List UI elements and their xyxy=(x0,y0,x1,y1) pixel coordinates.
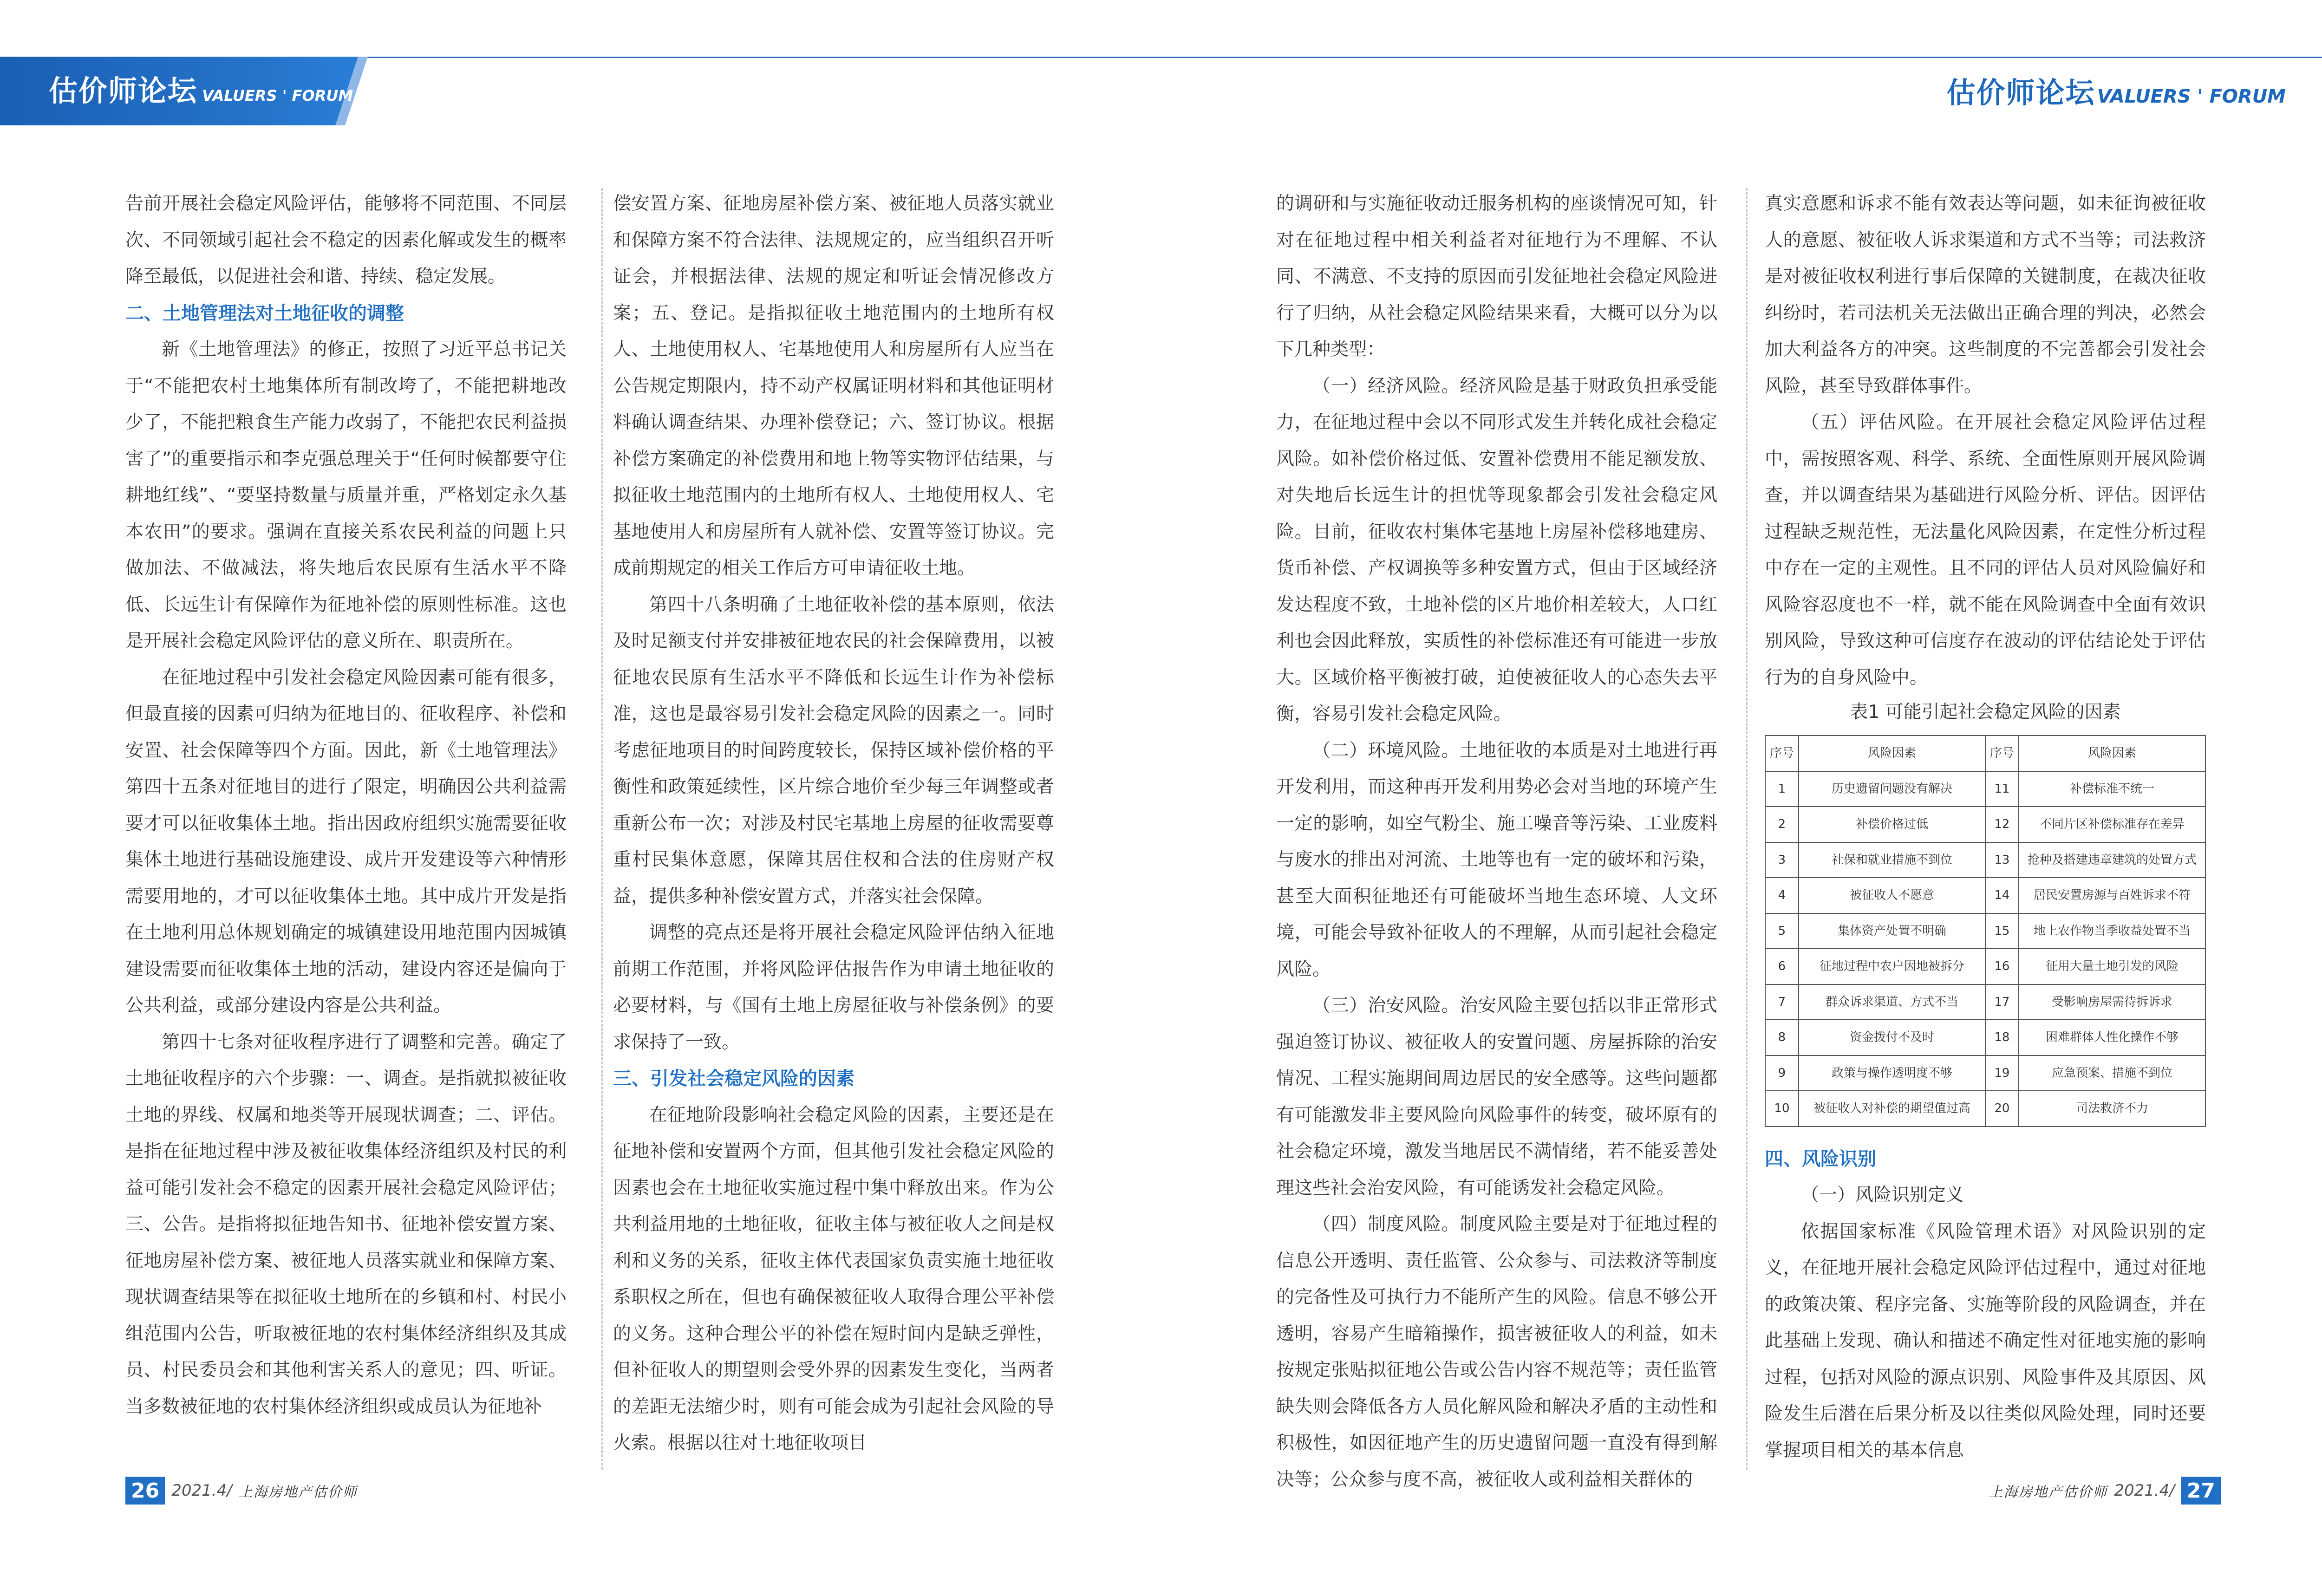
column-divider xyxy=(1746,188,1748,1470)
table-cell: 8 xyxy=(1765,1020,1799,1055)
table-cell: 16 xyxy=(1985,949,2019,984)
column-divider xyxy=(601,188,603,1470)
table-row xyxy=(1765,1020,2205,1055)
footer-right xyxy=(1989,1476,2221,1505)
section-heading: 二、土地管理法对土地征收的调整 xyxy=(125,302,404,324)
paragraph: 真实意愿和诉求不能有效表达等问题，如未征询被征收人的意愿、被征收人诉求渠道和方式不当等；司法救济是对被征收权利进行事后保障的关键制度，在裁决征收纠纷时，若司法机关无法做出正确合理的判决，必然会加大利益各方的冲突。这些制度的不完善都会引发社会风险，甚至导致群体事件。 xyxy=(1765,193,2206,397)
table-cell: 9 xyxy=(1765,1055,1799,1091)
table-cell: 集体资产处置不明确 xyxy=(1799,913,1985,949)
table-cell: 地上农作物当季收益处置不当 xyxy=(2019,913,2205,949)
paragraph: 新《土地管理法》的修正，按照了习近平总书记关于“不能把农村土地集体所有制改垮了，不能把耕地改少了，不能把粮食生产能力改弱了，不能把农民利益损害了”的重要指示和李克强总理关于“任何时候都要守住耕地红线”、“要坚持数量与质量并重，严格划定永久基本农田”的要求。强调在直接关系农民利益的问题上只做加法、不做减法，将失地后农民原有生活水平不降低、长远生计有保障作为征地补偿的原则性标准。这也是开展社会稳定风险评估的意义所在、职责所在。 xyxy=(125,339,567,651)
magazine-brand: 上海房地产估价师 xyxy=(238,1484,358,1500)
table-cell: 抢种及搭建违章建筑的处置方式 xyxy=(2019,842,2205,878)
table-cell: 17 xyxy=(1985,984,2019,1020)
table-cell: 5 xyxy=(1765,913,1799,949)
table-cell: 不同片区补偿标准存在差异 xyxy=(2019,807,2205,842)
table-cell: 困难群体人性化操作不够 xyxy=(2019,1020,2205,1055)
paragraph: 偿安置方案、征地房屋补偿方案、被征地人员落实就业和保障方案不符合法律、法规规定的，应当组织召开听证会，并根据法律、法规的规定和听证会情况修改方案；五、登记。是指拟征收土地范围内的土地所有权人、土地使用权人、宅基地使用人和房屋所有人应当在公告规定期限内，持不动产权属证明材料和其他证明材料确认调查结果、办理补偿登记；六、签订协议。根据补偿方案确定的补偿费用和地上物等实物评估结果，与拟征收土地范围内的土地所有权人、土地使用权人、宅基地使用人和房屋所有人就补偿、安置等签订协议。完成前期规定的相关工作后方可申请征收土地。 xyxy=(613,193,1054,579)
paragraph: （一）经济风险。经济风险是基于财政负担承受能力，在征地过程中会以不同形式发生并转化成社会稳定风险。如补偿价格过低、安置补偿费用不能足额发放、对失地后长远生计的担忧等现象都会引发社会稳定风险。目前，征收农村集体宅基地上房屋补偿移地建房、货币补偿、产权调换等多种安置方式，但由于区域经济发达程度不致，土地补偿的区片地价相差较大，人口红利也会因此释放，实质性的补偿标准还有可能进一步放大。区域价格平衡被打破，迫使被征收人的心态失去平衡，容易引发社会稳定风险。 xyxy=(1276,375,1717,724)
paragraph: 调整的亮点还是将开展社会稳定风险评估纳入征地前期工作范围，并将风险评估报告作为申请土地征收的必要材料，与《国有土地上房屋征收与补偿条例》的要求保持了一致。 xyxy=(613,922,1054,1053)
paragraph: 第四十八条明确了土地征收补偿的基本原则，依法及时足额支付并安排被征地农民的社会保障费用，以被征地农民原有生活水平不降低和长远生计作为补偿标准，这也是最容易引发社会稳定风险的因素之一。同时考虑征地项目的时间跨度较长，保持区域补偿价格的平衡性和政策延续性，区片综合地价至少每三年调整或者重新公布一次；对涉及村民宅基地上房屋的征收需要尊重村民集体意愿，保障其居住权和合法的住房财产权益，提供多种补偿安置方式，并落实社会保障。 xyxy=(613,594,1054,907)
table-cell: 18 xyxy=(1985,1020,2019,1055)
header-title-left-en: VALUERS ' FORUM xyxy=(202,87,353,104)
table-row xyxy=(1765,771,2205,807)
table-cell: 1 xyxy=(1765,771,1799,807)
paragraph: （四）制度风险。制度风险主要是对于征地过程的信息公开透明、责任监管、公众参与、司法救济等制度的完备性及可执行力不能所产生的风险。信息不够公开透明，容易产生暗箱操作，损害被征收人的利益，如未按规定张贴拟征地公告或公告内容不规范等；责任监管缺失则会降低各方人员化解风险和解决矛盾的主动性和积极性，如因征地产生的历史遗留问题一直没有得到解决等；公众参与度不高，被征收人或利益相关群体的 xyxy=(1276,1214,1717,1490)
issue-label: 2021.4/ xyxy=(2114,1481,2175,1500)
column-3 xyxy=(1276,186,1717,1490)
table-row xyxy=(1765,878,2205,913)
table-header-row xyxy=(1765,736,2205,771)
table-cell: 被征收人不愿意 xyxy=(1799,878,1985,913)
table-cell: 征地过程中农户因地被拆分 xyxy=(1799,949,1985,984)
table-row xyxy=(1765,984,2205,1020)
column-1 xyxy=(125,186,567,1472)
paragraph: 在征地过程中引发社会稳定风险因素可能有很多，但最直接的因素可归纳为征地目的、征收程序、补偿和安置、社会保障等四个方面。因此，新《土地管理法》第四十五条对征地目的进行了限定，明确因公共利益需要才可以征收集体土地。指出因政府组织实施需要征收集体土地进行基础设施建设、成片开发建设等六种情形需要用地的，才可以征收集体土地。其中成片开发是指在土地利用总体规划确定的城镇建设用地范围内因城镇建设需要而征收集体土地的活动，建设内容还是偏向于公共利益，或部分建设内容是公共利益。 xyxy=(125,667,567,1016)
table-caption: 表1 可能引起社会稳定风险的因素 xyxy=(1850,702,2121,723)
section-heading: 四、风险识别 xyxy=(1765,1148,1876,1170)
table-cell: 征用大量土地引发的风险 xyxy=(2019,949,2205,984)
table-header-cell: 序号 xyxy=(1765,736,1799,771)
table-cell: 补偿价格过低 xyxy=(1799,807,1985,842)
column-2 xyxy=(613,186,1054,1472)
table-cell: 14 xyxy=(1985,878,2019,913)
footer-left xyxy=(125,1476,358,1505)
table-cell: 司法救济不力 xyxy=(2019,1091,2205,1127)
section-heading: 三、引发社会稳定风险的因素 xyxy=(613,1068,854,1089)
header-title-left xyxy=(49,68,353,114)
table-header-cell: 序号 xyxy=(1985,736,2019,771)
column-4 xyxy=(1765,186,2206,1472)
table-header-cell: 风险因素 xyxy=(2019,736,2205,771)
table-cell: 12 xyxy=(1985,807,2019,842)
table-cell: 15 xyxy=(1985,913,2019,949)
paragraph: 在征地阶段影响社会稳定风险的因素，主要还是在征地补偿和安置两个方面，但其他引发社会稳定风险的因素也会在土地征收实施过程中集中释放出来。作为公共利益用地的土地征收，征收主体与被征收人之间是权利和义务的关系，征收主体代表国家负责实施土地征收系职权之所在，但也有确保被征收人取得合理公平补偿的义务。这种合理公平的补偿在短时间内是缺乏弹性，但补征收人的期望则会受外界的因素发生变化，当两者的差距无法缩少时，则有可能会成为引起社会风险的导火索。根据以往对土地征收项目 xyxy=(613,1104,1054,1453)
table-cell: 4 xyxy=(1765,878,1799,913)
table-cell: 11 xyxy=(1985,771,2019,807)
header-title-right-en: VALUERS ' FORUM xyxy=(2097,86,2286,107)
table-cell: 2 xyxy=(1765,807,1799,842)
table-row xyxy=(1765,1055,2205,1091)
paragraph: 的调研和与实施征收动迁服务机构的座谈情况可知，针对在征地过程中相关利益者对征地行为不理解、不认同、不满意、不支持的原因而引发征地社会稳定风险进行了归纳，从社会稳定风险结果来看，大概可以分为以下几种类型： xyxy=(1276,193,1717,360)
table-cell: 群众诉求渠道、方式不当 xyxy=(1799,984,1985,1020)
table-row xyxy=(1765,1091,2205,1127)
table-cell: 6 xyxy=(1765,949,1799,984)
paragraph: 依据国家标准《风险管理术语》对风险识别的定义，在征地开展社会稳定风险评估过程中，通过对征地的政策决策、程序完备、实施等阶段的风险调查，并在此基础上发现、确认和描述不确定性对征地实施的影响过程，包括对风险的源点识别、风险事件及其原因、风险发生后潜在后果分析及以往类似风险处理，同时还要掌握项目相关的基本信息 xyxy=(1765,1221,2206,1461)
sub-heading: （一）风险识别定义 xyxy=(1801,1185,1964,1205)
paragraph: 第四十七条对征收程序进行了调整和完善。确定了土地征收程序的六个步骤：一、调查。是指就拟被征收土地的界线、权属和地类等开展现状调查；二、评估。是指在征地过程中涉及被征收集体经济组织及村民的利益可能引发社会不稳定的因素开展社会稳定风险评估；三、公告。是指将拟征地告知书、征地补偿安置方案、征地房屋补偿方案、被征地人员落实就业和保障方案、现状调查结果等在拟征收土地所在的乡镇和村、村民小组范围内公告，听取被征地的农村集体经济组织及其成员、村民委员会和其他利害关系人的意见；四、听证。当多数被征地的农村集体经济组织或成员认为征地补 xyxy=(125,1031,567,1417)
table-header-cell: 风险因素 xyxy=(1799,736,1985,771)
paragraph: 告前开展社会稳定风险评估，能够将不同范围、不同层次、不同领域引起社会不稳定的因素化解或发生的概率降至最低，以促进社会和谐、持续、稳定发展。 xyxy=(125,193,567,287)
header-title-left-cn: 估价师论坛 xyxy=(49,74,198,108)
table-cell: 10 xyxy=(1765,1091,1799,1127)
paragraph: （二）环境风险。土地征收的本质是对土地进行再开发利用，而这种再开发利用势必会对当地的环境产生一定的影响，如空气粉尘、施工噪音等污染、工业废料与废水的排出对河流、土地等也有一定的破坏和污染，甚至大面积征地还有可能破坏当地生态环境、人文环境，可能会导致补征收人的不理解，从而引起社会稳定风险。 xyxy=(1276,740,1717,980)
table-cell: 资金拨付不及时 xyxy=(1799,1020,1985,1055)
paragraph: （五）评估风险。在开展社会稳定风险评估过程中，需按照客观、科学、系统、全面性原则开展风险调查，并以调查结果为基础进行风险分析、评估。因评估过程缺乏规范性，无法量化风险因素，在定性分析过程中存在一定的主观性。且不同的评估人员对风险偏好和风险容忍度也不一样，就不能在风险调查中全面有效识别风险，导致这种可信度存在波动的评估结论处于评估行为的自身风险中。 xyxy=(1765,412,2206,688)
table-row xyxy=(1765,842,2205,878)
issue-label: 2021.4/ xyxy=(171,1481,232,1500)
table-cell: 3 xyxy=(1765,842,1799,878)
table-cell: 补偿标准不统一 xyxy=(2019,771,2205,807)
table-cell: 7 xyxy=(1765,984,1799,1020)
magazine-brand: 上海房地产估价师 xyxy=(1989,1484,2108,1500)
table-cell: 政策与操作透明度不够 xyxy=(1799,1055,1985,1091)
header-title-right-cn: 估价师论坛 xyxy=(1946,76,2095,110)
table-cell: 应急预案、措施不到位 xyxy=(2019,1055,2205,1091)
table-cell: 历史遗留问题没有解决 xyxy=(1799,771,1985,807)
table-row xyxy=(1765,949,2205,984)
table-cell: 被征收人对补偿的期望值过高 xyxy=(1799,1091,1985,1127)
page-number: 26 xyxy=(125,1477,165,1505)
risk-factor-table xyxy=(1765,735,2206,1127)
page-number: 27 xyxy=(2181,1477,2221,1505)
table-cell: 19 xyxy=(1985,1055,2019,1091)
paragraph: （三）治安风险。治安风险主要包括以非正常形式强迫签订协议、被征收人的安置问题、房屋拆除的治安情况、工程实施期间周边居民的安全感等。这些问题都有可能激发非主要风险向风险事件的转变，破坏原有的社会稳定环境，激发当地居民不满情绪，若不能妥善处理这些社会治安风险，有可能诱发社会稳定风险。 xyxy=(1276,995,1717,1199)
table-row xyxy=(1765,913,2205,949)
table-cell: 20 xyxy=(1985,1091,2019,1127)
table-cell: 13 xyxy=(1985,842,2019,878)
table-cell: 社保和就业措施不到位 xyxy=(1799,842,1985,878)
table-cell: 居民安置房源与百姓诉求不符 xyxy=(2019,878,2205,913)
table-cell: 受影响房屋需待拆诉求 xyxy=(2019,984,2205,1020)
header-title-right xyxy=(1947,70,2286,116)
table-row xyxy=(1765,807,2205,842)
